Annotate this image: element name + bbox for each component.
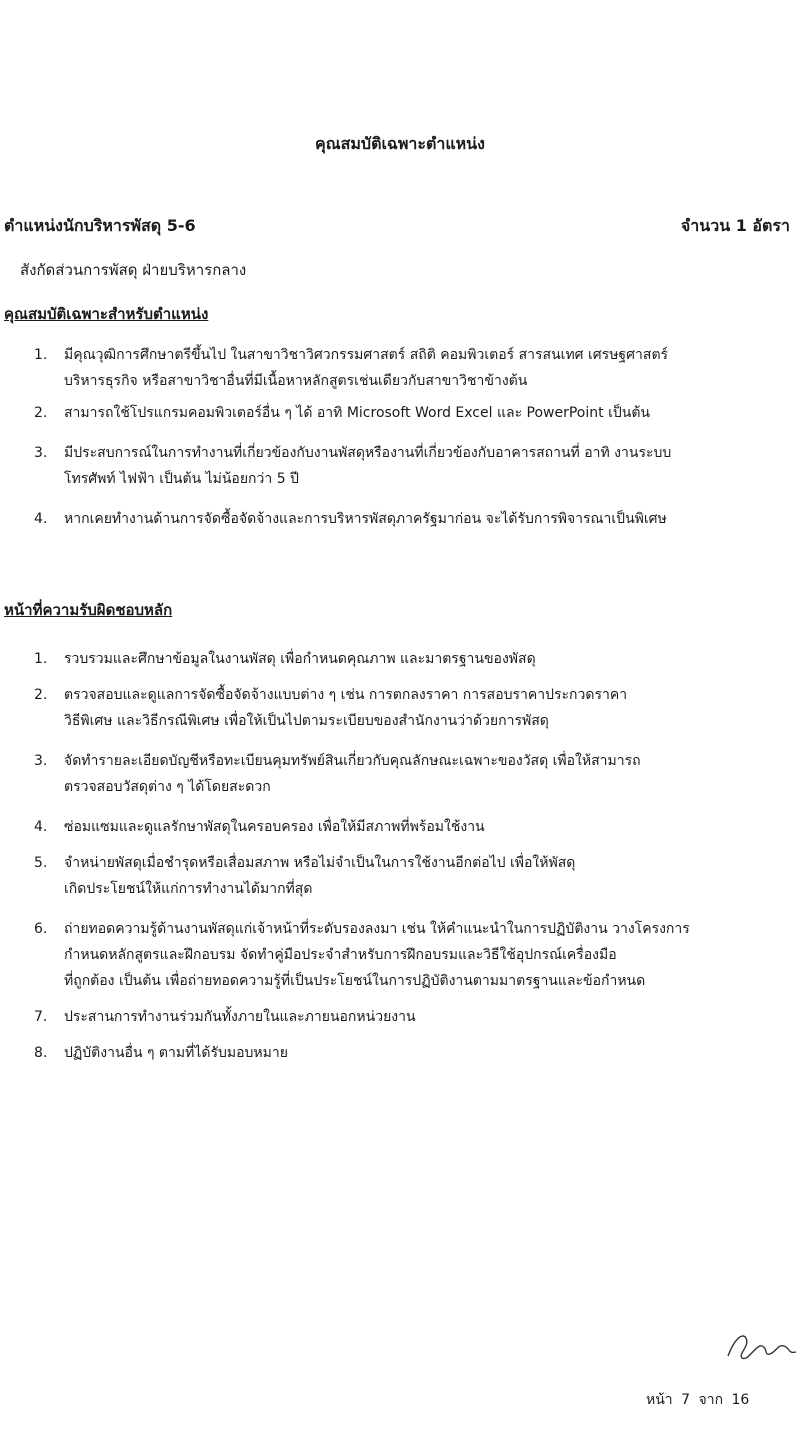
of-label: จาก <box>698 1392 724 1408</box>
document-title: คุณสมบัติเฉพาะตำแหน่ง <box>315 134 485 153</box>
item-line: หากเคยทำงานด้านการจัดซื้อจัดจ้างและการบริหารพัสดุภาครัฐมาก่อน จะได้รับการพิจารณาเป็นพิเศษ <box>64 511 667 527</box>
item-line: ประสานการทำงานร่วมกันทั้งภายในและภายนอกหน่วยงาน <box>64 1009 416 1025</box>
list-item <box>0 440 800 492</box>
qualifications-list <box>0 342 800 532</box>
item-number: 4. <box>34 819 48 835</box>
item-line: มีคุณวุฒิการศึกษาตรีขึ้นไป ในสาขาวิชาวิศวกรรมศาสตร์ สถิติ คอมพิวเตอร์ สารสนเทศ เศรษฐศาสตร์ <box>64 347 669 363</box>
item-line: มีประสบการณ์ในการทำงานที่เกี่ยวข้องกับงานพัสดุหรืองานที่เกี่ยวข้องกับอาคารสถานที่ อาทิ งานระบบ <box>64 445 672 461</box>
list-item <box>0 1004 800 1030</box>
item-number: 2. <box>34 687 48 703</box>
item-line: จัดทำรายละเอียดบัญชีหรือทะเบียนคุมทรัพย์สินเกี่ยวกับคุณลักษณะเฉพาะของวัสดุ เพื่อให้สามารถ <box>64 753 641 769</box>
list-item <box>0 400 800 426</box>
list-item <box>0 916 800 994</box>
page-total: 16 <box>731 1392 750 1408</box>
position-count: จำนวน 1 อัตรา <box>680 216 790 235</box>
item-line: ปฏิบัติงานอื่น ๆ ตามที่ได้รับมอบหมาย <box>64 1045 288 1061</box>
item-line: ถ่ายทอดความรู้ด้านงานพัสดุแก่เจ้าหน้าที่ระดับรองลงมา เช่น ให้คำแนะนำในการปฏิบัติงาน วางโครงการ <box>64 921 690 937</box>
list-item <box>0 342 800 394</box>
signature-mark <box>720 1322 800 1366</box>
duties-heading: หน้าที่ความรับผิดชอบหลัก <box>4 601 173 619</box>
position-title: ตำแหน่งนักบริหารพัสดุ 5-6 <box>4 216 196 235</box>
duties-list <box>0 646 800 1066</box>
item-number: 2. <box>34 405 48 421</box>
item-line: รวบรวมและศึกษาข้อมูลในงานพัสดุ เพื่อกำหนดคุณภาพ และมาตรฐานของพัสดุ <box>64 651 536 667</box>
item-line: บริหารธุรกิจ หรือสาขาวิชาอื่นที่มีเนื้อหาหลักสูตรเช่นเดียวกับสาขาวิชาข้างต้น <box>64 373 528 389</box>
item-line: เกิดประโยชน์ให้แก่การทำงานได้มากที่สุด <box>64 881 313 897</box>
item-number: 1. <box>34 651 48 667</box>
item-line: ตรวจสอบวัสดุต่าง ๆ ได้โดยสะดวก <box>64 779 271 795</box>
page-number: 7 <box>681 1392 691 1408</box>
item-line: จำหน่ายพัสดุเมื่อชำรุดหรือเสื่อมสภาพ หรือไม่จำเป็นในการใช้งานอีกต่อไป เพื่อให้พัสดุ <box>64 855 576 871</box>
list-item <box>0 1040 800 1066</box>
item-number: 6. <box>34 921 48 937</box>
item-line: โทรศัพท์ ไฟฟ้า เป็นต้น ไม่น้อยกว่า 5 ปี <box>64 471 299 487</box>
item-number: 5. <box>34 855 48 871</box>
item-number: 3. <box>34 445 48 461</box>
item-line: วิธีพิเศษ และวิธีกรณีพิเศษ เพื่อให้เป็นไปตามระเบียบของสำนักงานว่าด้วยการพัสดุ <box>64 713 549 729</box>
item-line: ที่ถูกต้อง เป็นต้น เพื่อถ่ายทอดความรู้ที่เป็นประโยชน์ในการปฏิบัติงานตามมาตรฐานและข้อกำหนด <box>64 973 646 989</box>
item-number: 3. <box>34 753 48 769</box>
item-number: 8. <box>34 1045 48 1061</box>
list-item <box>0 506 800 532</box>
item-line: ตรวจสอบและดูแลการจัดซื้อจัดจ้างแบบต่าง ๆ เช่น การตกลงราคา การสอบราคาประกวดราคา <box>64 687 628 703</box>
page-label: หน้า <box>646 1392 673 1408</box>
item-number: 7. <box>34 1009 48 1025</box>
item-number: 1. <box>34 347 48 363</box>
list-item <box>0 682 800 734</box>
list-item <box>0 814 800 840</box>
item-line: กำหนดหลักสูตรและฝึกอบรม จัดทำคู่มือประจำสำหรับการฝึกอบรมและวิธีใช้อุปกรณ์เครื่องมือ <box>64 947 617 963</box>
list-item <box>0 850 800 902</box>
department-line: สังกัดส่วนการพัสดุ ฝ่ายบริหารกลาง <box>20 261 247 279</box>
qualifications-heading: คุณสมบัติเฉพาะสำหรับตำแหน่ง <box>4 305 209 323</box>
page-footer <box>646 1389 753 1411</box>
item-number: 4. <box>34 511 48 527</box>
list-item <box>0 646 800 672</box>
item-line: ซ่อมแซมและดูแลรักษาพัสดุในครอบครอง เพื่อให้มีสภาพที่พร้อมใช้งาน <box>64 819 485 835</box>
item-line: สามารถใช้โปรแกรมคอมพิวเตอร์อื่น ๆ ได้ อาทิ Microsoft Word Excel และ PowerPoint เป็นต้น <box>64 405 650 421</box>
list-item <box>0 748 800 800</box>
